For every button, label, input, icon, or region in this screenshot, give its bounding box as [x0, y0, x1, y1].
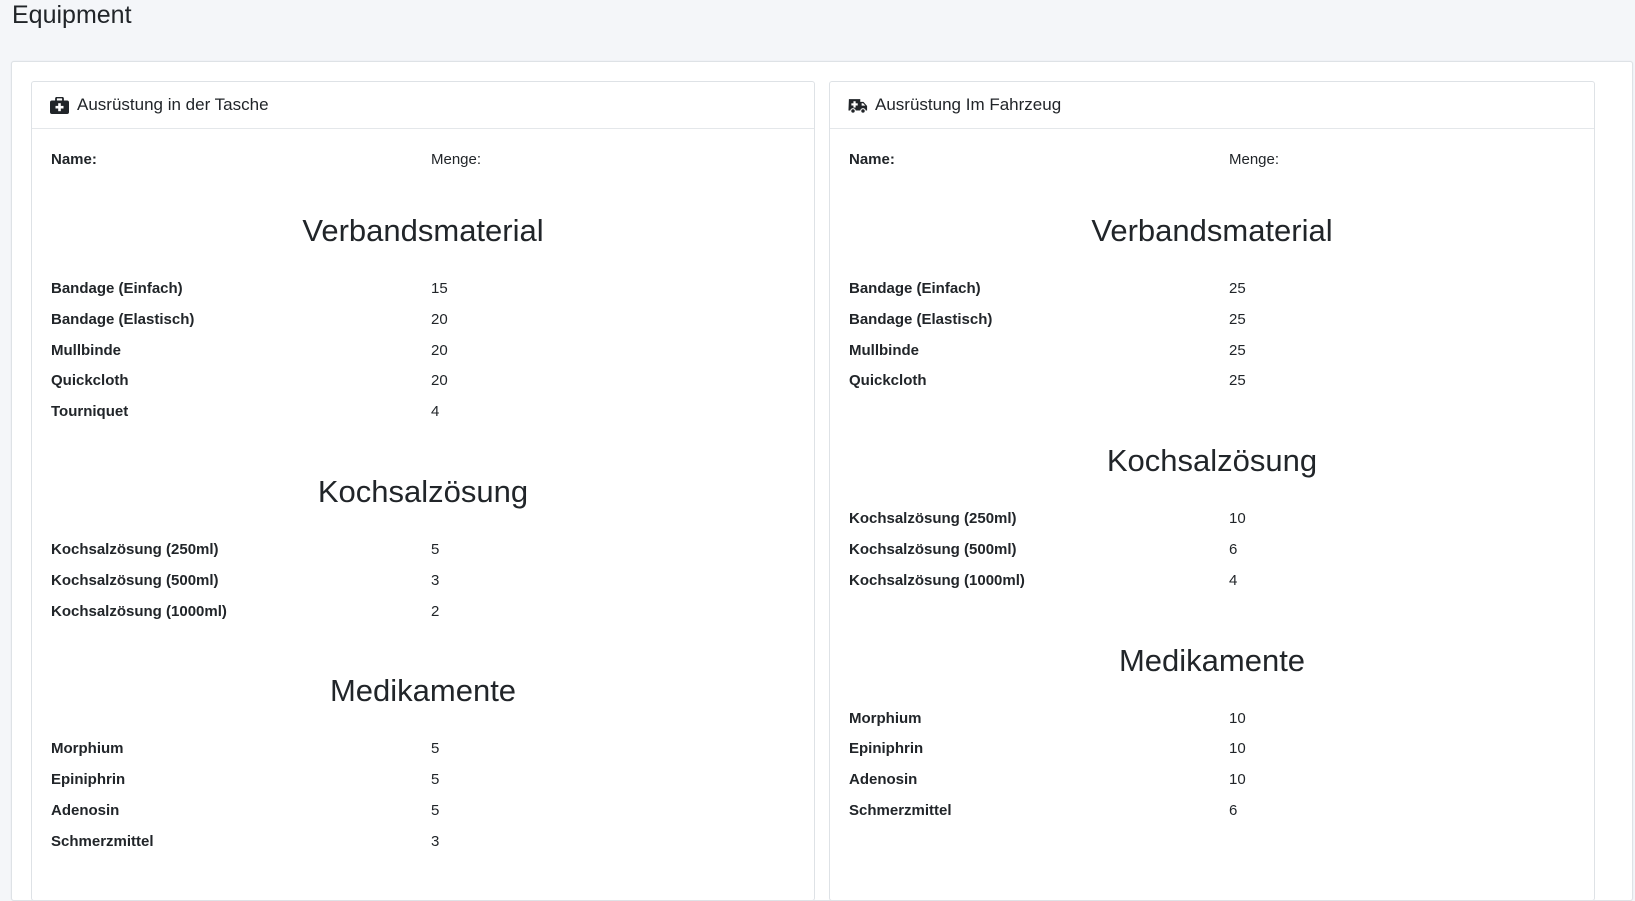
item-quantity: 5 — [431, 541, 440, 558]
item-quantity: 25 — [1229, 310, 1246, 328]
item-name: Tourniquet — [51, 403, 129, 421]
item-quantity: 3 — [431, 571, 440, 589]
item-name: Epiniphrin — [849, 740, 924, 758]
item-name: Bandage (Einfach) — [51, 280, 183, 297]
equipment-row — [849, 370, 1594, 392]
item-quantity: 6 — [1229, 541, 1238, 558]
item-quantity: 25 — [1229, 280, 1246, 297]
item-quantity: 10 — [1229, 740, 1246, 758]
equipment-row — [849, 309, 1594, 331]
page-title: Equipment — [12, 1, 132, 29]
equipment-row — [849, 340, 1594, 362]
equipment-row — [849, 570, 1594, 592]
item-quantity: 25 — [1229, 341, 1246, 359]
item-quantity: 4 — [1229, 571, 1238, 589]
item-name: Bandage (Einfach) — [849, 280, 981, 297]
item-name: Kochsalzösung (250ml) — [51, 541, 219, 558]
equipment-row — [51, 831, 814, 853]
item-quantity: 3 — [431, 832, 440, 850]
column-header-row — [849, 149, 1594, 171]
equipment-row — [51, 278, 814, 300]
equipment-row — [849, 738, 1594, 760]
item-name: Schmerzmittel — [51, 832, 154, 850]
item-quantity: 6 — [1229, 802, 1238, 819]
item-name: Kochsalzösung (250ml) — [849, 510, 1017, 528]
equipment-row — [849, 708, 1594, 730]
item-quantity: 5 — [431, 771, 440, 789]
item-name: Mullbinde — [51, 341, 121, 359]
vehicle-equipment-title: Ausrüstung Im Fahrzeug — [875, 95, 1062, 114]
item-quantity: 4 — [431, 403, 440, 421]
equipment-row — [849, 769, 1594, 791]
equipment-row — [849, 539, 1594, 561]
vehicle-equipment-header — [830, 82, 1594, 129]
equipment-row — [849, 800, 1594, 822]
item-name: Adenosin — [849, 771, 918, 789]
item-name: Bandage (Elastisch) — [849, 310, 993, 328]
ambulance-icon — [848, 96, 868, 114]
section-heading: Verbandsmaterial — [1091, 213, 1333, 248]
item-quantity: 5 — [431, 802, 440, 819]
equipment-row — [51, 601, 814, 623]
equipment-row — [51, 309, 814, 331]
equipment-row — [51, 340, 814, 362]
item-name: Mullbinde — [849, 341, 919, 359]
item-quantity: 10 — [1229, 709, 1246, 727]
bag-equipment-title: Ausrüstung in der Tasche — [77, 95, 269, 114]
equipment-row — [51, 769, 814, 791]
equipment-row — [51, 738, 814, 760]
medkit-icon — [50, 96, 70, 114]
section-heading: Kochsalzösung — [1106, 443, 1318, 479]
item-quantity: 20 — [431, 372, 448, 390]
item-quantity: 2 — [431, 602, 440, 620]
item-name: Epiniphrin — [51, 771, 126, 789]
item-quantity: 20 — [431, 310, 448, 328]
item-name: Adenosin — [51, 802, 120, 819]
column-qty-label: Menge: — [1229, 151, 1280, 168]
item-quantity: 20 — [431, 341, 448, 359]
equipment-row — [51, 401, 814, 423]
item-name: Kochsalzösung (500ml) — [51, 571, 219, 589]
section-heading: Kochsalzösung — [317, 474, 529, 509]
item-quantity: 15 — [431, 280, 448, 297]
item-name: Kochsalzösung (1000ml) — [849, 571, 1025, 589]
item-quantity: 10 — [1229, 771, 1246, 789]
item-name: Quickcloth — [51, 372, 129, 390]
item-name: Kochsalzösung (500ml) — [849, 541, 1017, 558]
equipment-row — [51, 800, 814, 822]
vehicle-equipment-card — [829, 81, 1595, 901]
item-name: Bandage (Elastisch) — [51, 310, 195, 328]
equipment-row — [51, 570, 814, 592]
item-name: Kochsalzösung (1000ml) — [51, 602, 227, 620]
item-name: Morphium — [51, 740, 124, 758]
item-quantity: 5 — [431, 740, 440, 758]
equipment-row — [849, 508, 1594, 530]
equipment-row — [849, 278, 1594, 300]
equipment-row — [51, 370, 814, 392]
column-name-label: Name: — [51, 151, 97, 168]
section-heading: Medikamente — [1118, 642, 1306, 678]
section-heading: Medikamente — [329, 673, 517, 709]
item-name: Morphium — [849, 709, 922, 727]
section-heading: Verbandsmaterial — [302, 213, 544, 248]
column-qty-label: Menge: — [431, 151, 482, 168]
bag-equipment-card — [31, 81, 815, 901]
column-name-label: Name: — [849, 151, 895, 168]
column-header-row — [51, 149, 814, 171]
item-name: Schmerzmittel — [849, 802, 952, 819]
equipment-row — [51, 539, 814, 561]
item-quantity: 10 — [1229, 510, 1246, 528]
bag-equipment-header — [32, 82, 814, 129]
item-name: Quickcloth — [849, 372, 927, 390]
item-quantity: 25 — [1229, 372, 1246, 390]
